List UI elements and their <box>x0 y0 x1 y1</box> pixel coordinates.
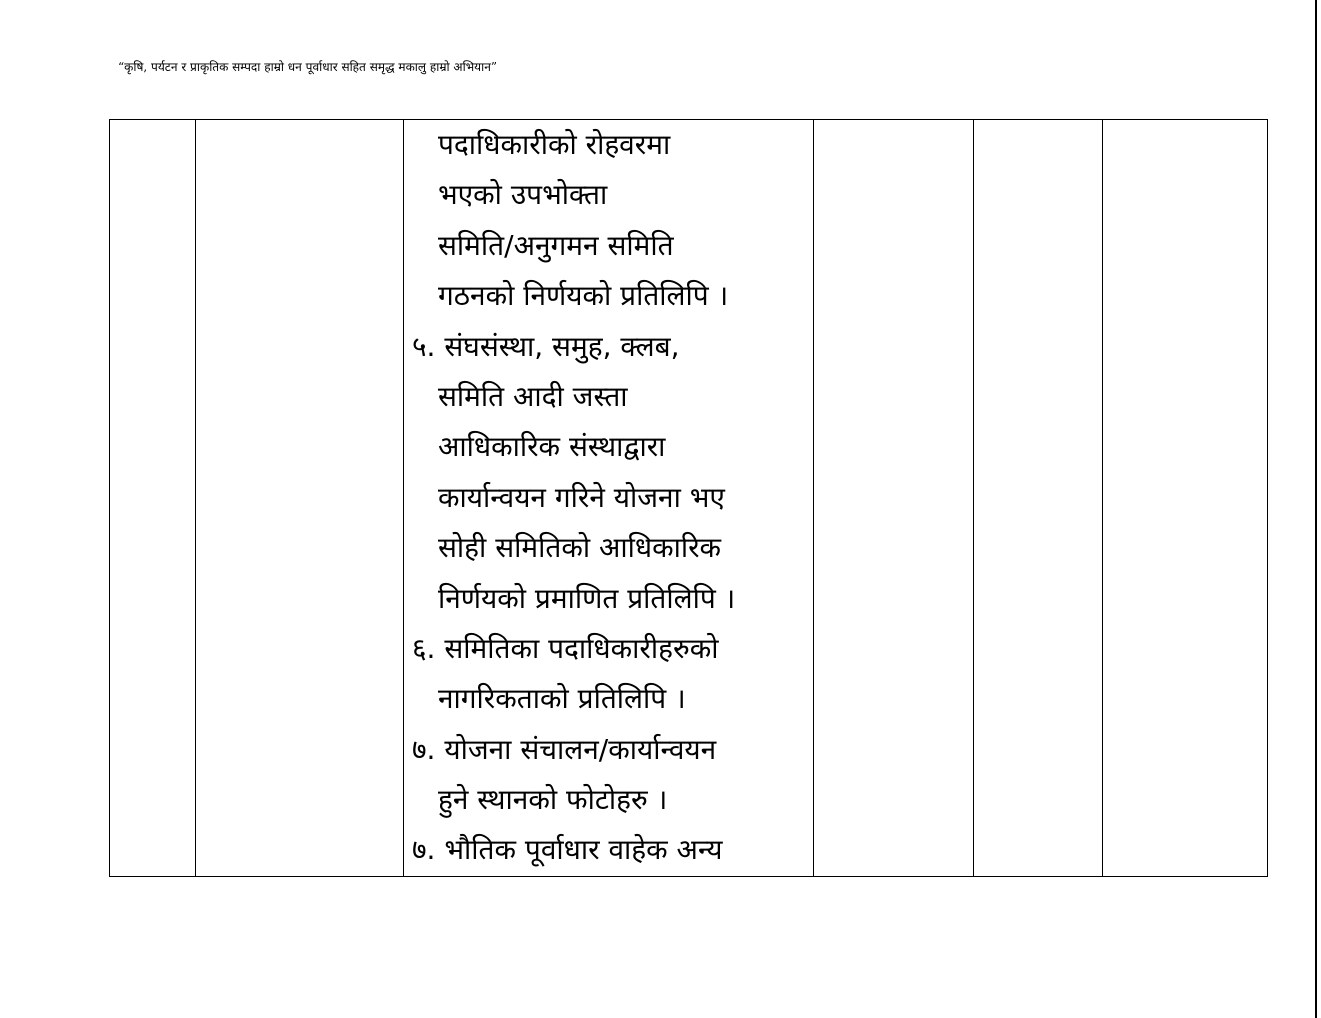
list-item: ५. संघसंस्था, समुह, क्लब, <box>412 329 680 363</box>
table-cell-remarks <box>1103 120 1268 877</box>
table-cell-responsible <box>814 120 974 877</box>
requirements-table <box>109 119 1268 877</box>
list-item: नागरिकताको प्रतिलिपि । <box>438 682 686 716</box>
list-item: भएको उपभोक्ता <box>438 178 608 212</box>
list-item: पदाधिकारीको रोहवरमा <box>438 128 671 161</box>
list-item: ७. भौतिक पूर्वाधार वाहेक अन्य <box>412 833 723 867</box>
list-item: ७. योजना संचालन/कार्यान्वयन <box>412 732 717 766</box>
list-item: निर्णयको प्रमाणित प्रतिलिपि । <box>438 581 736 615</box>
page-right-edge <box>1315 0 1317 1018</box>
list-item: समिति/अनुगमन समिति <box>438 228 674 262</box>
table-cell-item <box>196 120 404 877</box>
list-item: हुने स्थानको फोटोहरु । <box>438 783 668 817</box>
table-cell-serial <box>110 120 196 877</box>
list-item: आधिकारिक संस्थाद्वारा <box>438 430 666 464</box>
list-item: समिति आदी जस्ता <box>438 379 628 413</box>
required-documents-list <box>404 120 813 876</box>
list-item: ६. समितिका पदाधिकारीहरुको <box>412 631 719 665</box>
table-cell-required-documents <box>404 120 814 877</box>
list-item: सोही समितिको आधिकारिक <box>438 531 722 565</box>
table-row <box>110 120 1268 877</box>
list-item: कार्यान्वयन गरिने योजना भए <box>438 480 725 514</box>
table-cell-timeframe <box>974 120 1103 877</box>
document-header-slogan: “कृषि, पर्यटन र प्राकृतिक सम्पदा हाम्रो धन पूर्वाधार सहित समृद्ध मकालु हाम्रो अभियान” <box>118 60 498 74</box>
list-item: गठनको निर्णयको प्रतिलिपि । <box>438 279 729 313</box>
